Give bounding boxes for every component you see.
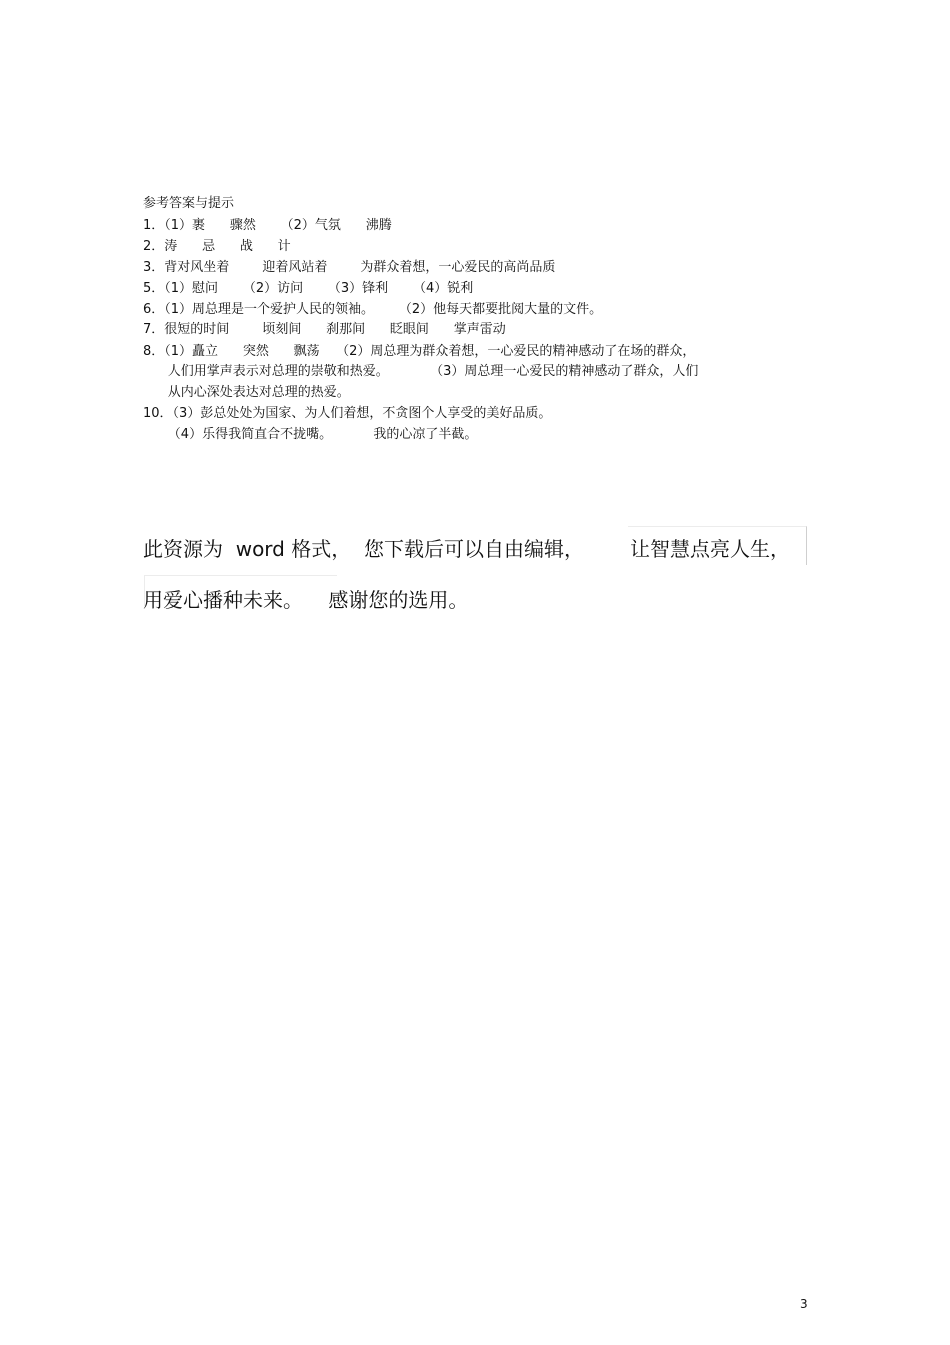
answers-heading: 参考答案与提示 [143, 196, 235, 211]
notice-line-2: 用爱心播种未来。 感谢您的选用。 [143, 588, 469, 612]
answer-line-6: 6．（1）周总理是一个爱护人民的领袖。 （2）他每天都要批阅大量的文件。 [143, 302, 603, 317]
answer-line-10-cont: （4）乐得我简直合不拢嘴。 我的心凉了半截。 [143, 427, 478, 442]
answer-line-8: 8．（1）矗立 突然 飘荡 （2）周总理为群众着想，一心爱民的精神感动了在场的群众， [143, 344, 696, 359]
answer-line-1: 1．（1）裹 骤然 （2）气氛 沸腾 [143, 218, 392, 233]
answer-line-8-cont-1: 人们用掌声表示对总理的崇敬和热爱。 （3）周总理一心爱民的精神感动了群众，人们 [143, 364, 699, 379]
answer-line-8-cont-2: 从内心深处表达对总理的热爱。 [143, 385, 350, 400]
answer-line-10: 10．（3）彭总处处为国家、为人们着想，不贪图个人享受的美好品质。 [143, 406, 552, 421]
notice-line-1-right: 让智慧点亮人生， [630, 537, 790, 561]
page-number: 3 [800, 1297, 808, 1311]
answer-line-7: 7．很短的时间 顷刻间 刹那间 眨眼间 掌声雷动 [143, 322, 506, 337]
answer-line-2: 2．涛 忌 战 计 [143, 239, 291, 254]
answer-line-3: 3．背对风坐着 迎着风站着 为群众着想，一心爱民的高尚品质 [143, 260, 556, 275]
answer-line-5: 5．（1）慰问 （2）访问 （3）锋利 （4）锐利 [143, 281, 474, 296]
notice-line-1: 此资源为 word 格式， 您下载后可以自由编辑， [143, 537, 584, 561]
